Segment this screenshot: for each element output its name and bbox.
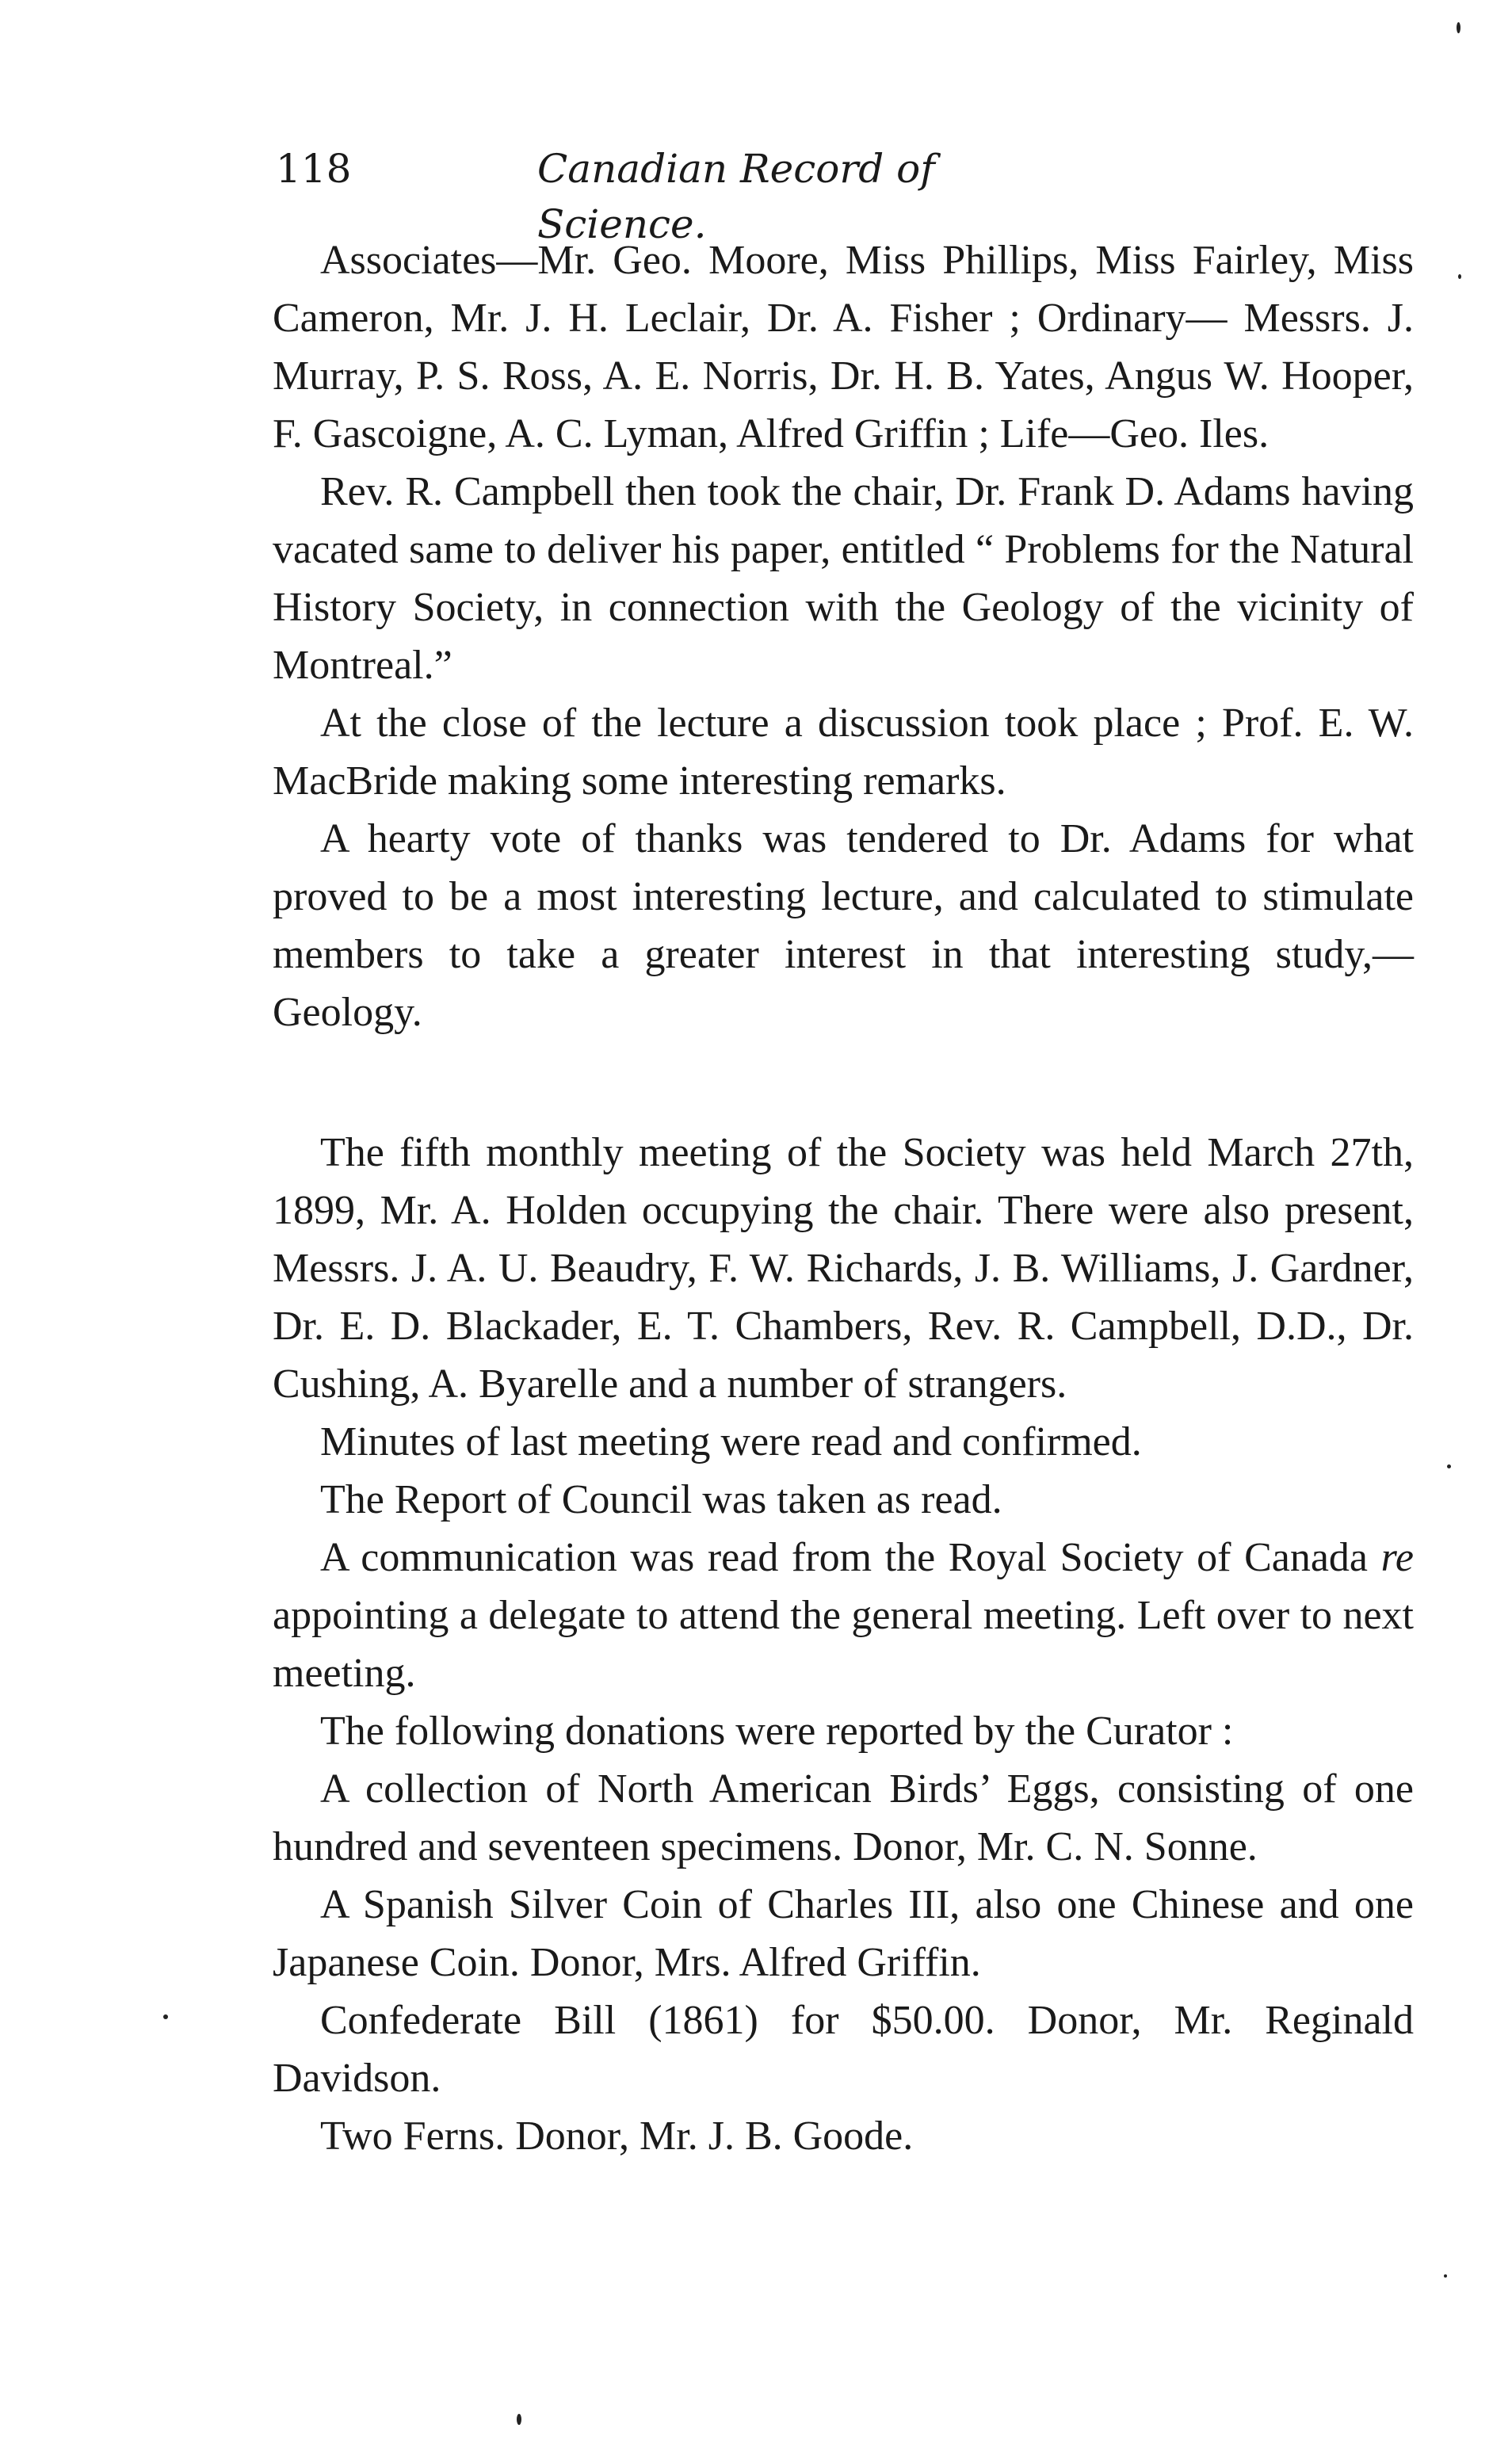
donation-confederate-bill: Confederate Bill (1861) for $50.00. Donor, Mr. Reginald Davidson. bbox=[273, 1998, 1414, 2101]
donation-coins: A Spanish Silver Coin of Charles III, also one Chinese and one Japanese Coin. Donor, Mrs. Alfred Griffin. bbox=[273, 1882, 1414, 1985]
communication-text-before: A communication was read from the Royal Society of Canada bbox=[320, 1535, 1368, 1580]
scan-speck bbox=[517, 2414, 521, 2425]
paragraph-minutes-confirmed: Minutes of last meeting were read and confirmed. bbox=[320, 1419, 1142, 1464]
paragraph-donations-intro: The following donations were reported by the Curator : bbox=[320, 1709, 1234, 1754]
fifth-monthly-meeting bbox=[273, 1124, 1414, 2165]
paragraph-fifth-meeting: The fifth monthly meeting of the Society was held March 27th, 1899, Mr. A. Holden occupying the chair. There were also present, Messrs. J. A. U. Beaudry, F. W. Richards, J. B. Williams, J. Gardner, Dr. E. D. Blackader, E. T. Chambers, Rev. R. Campbell, D.D., Dr. Cushing, A. Byarelle and a number of strangers. bbox=[273, 1130, 1414, 1407]
running-head bbox=[276, 141, 1116, 247]
scan-speck bbox=[1457, 22, 1460, 33]
scan-speck bbox=[1447, 1464, 1451, 1468]
scan-speck bbox=[163, 2014, 168, 2019]
paragraph-members-elected: Associates—Mr. Geo. Moore, Miss Phillips, Miss Fairley, Miss Cameron, Mr. J. H. Leclair, Dr. A. Fisher ; Ordinary— Messrs. J. Murray, P. S. Ross, A. E. Norris, Dr. H. B. Yates, Angus W. Hooper, F. Gascoigne, A. C. Lyman, Alfred Griffin ; Life—Geo. Iles. bbox=[273, 238, 1414, 456]
scan-speck bbox=[1444, 2274, 1447, 2278]
page-number: 118 bbox=[276, 146, 352, 192]
paragraph-vote-of-thanks: A hearty vote of thanks was tendered to Dr. Adams for what proved to be a most interesting lecture, and calculated to stimulate members to take a greater interest in that interesting study,—Geology. bbox=[273, 816, 1414, 1035]
paragraph-council-report: The Report of Council was taken as read. bbox=[320, 1477, 1002, 1522]
minutes-continuation bbox=[273, 231, 1414, 1041]
donation-ferns: Two Ferns. Donor, Mr. J. B. Goode. bbox=[320, 2114, 914, 2159]
paragraph-campbell-chair: Rev. R. Campbell then took the chair, Dr. Frank D. Adams having vacated same to deliver his paper, entitled “ Problems for the Natural History Society, in connection with the Geology of the vicinity of Montreal.” bbox=[273, 469, 1414, 688]
journal-title: Canadian Record of Science. bbox=[537, 146, 935, 247]
communication-text-after: appointing a delegate to attend the general meeting. Left over to next meeting. bbox=[273, 1593, 1414, 1696]
communication-re: re bbox=[1380, 1535, 1414, 1580]
paragraph-royal-society-communication bbox=[273, 1529, 1414, 1702]
paragraph-discussion: At the close of the lecture a discussion took place ; Prof. E. W. MacBride making some interesting remarks. bbox=[273, 701, 1414, 804]
donation-birds-eggs: A collection of North American Birds’ Eggs, consisting of one hundred and seventeen specimens. Donor, Mr. C. N. Sonne. bbox=[273, 1766, 1414, 1869]
scan-speck bbox=[1458, 274, 1461, 279]
